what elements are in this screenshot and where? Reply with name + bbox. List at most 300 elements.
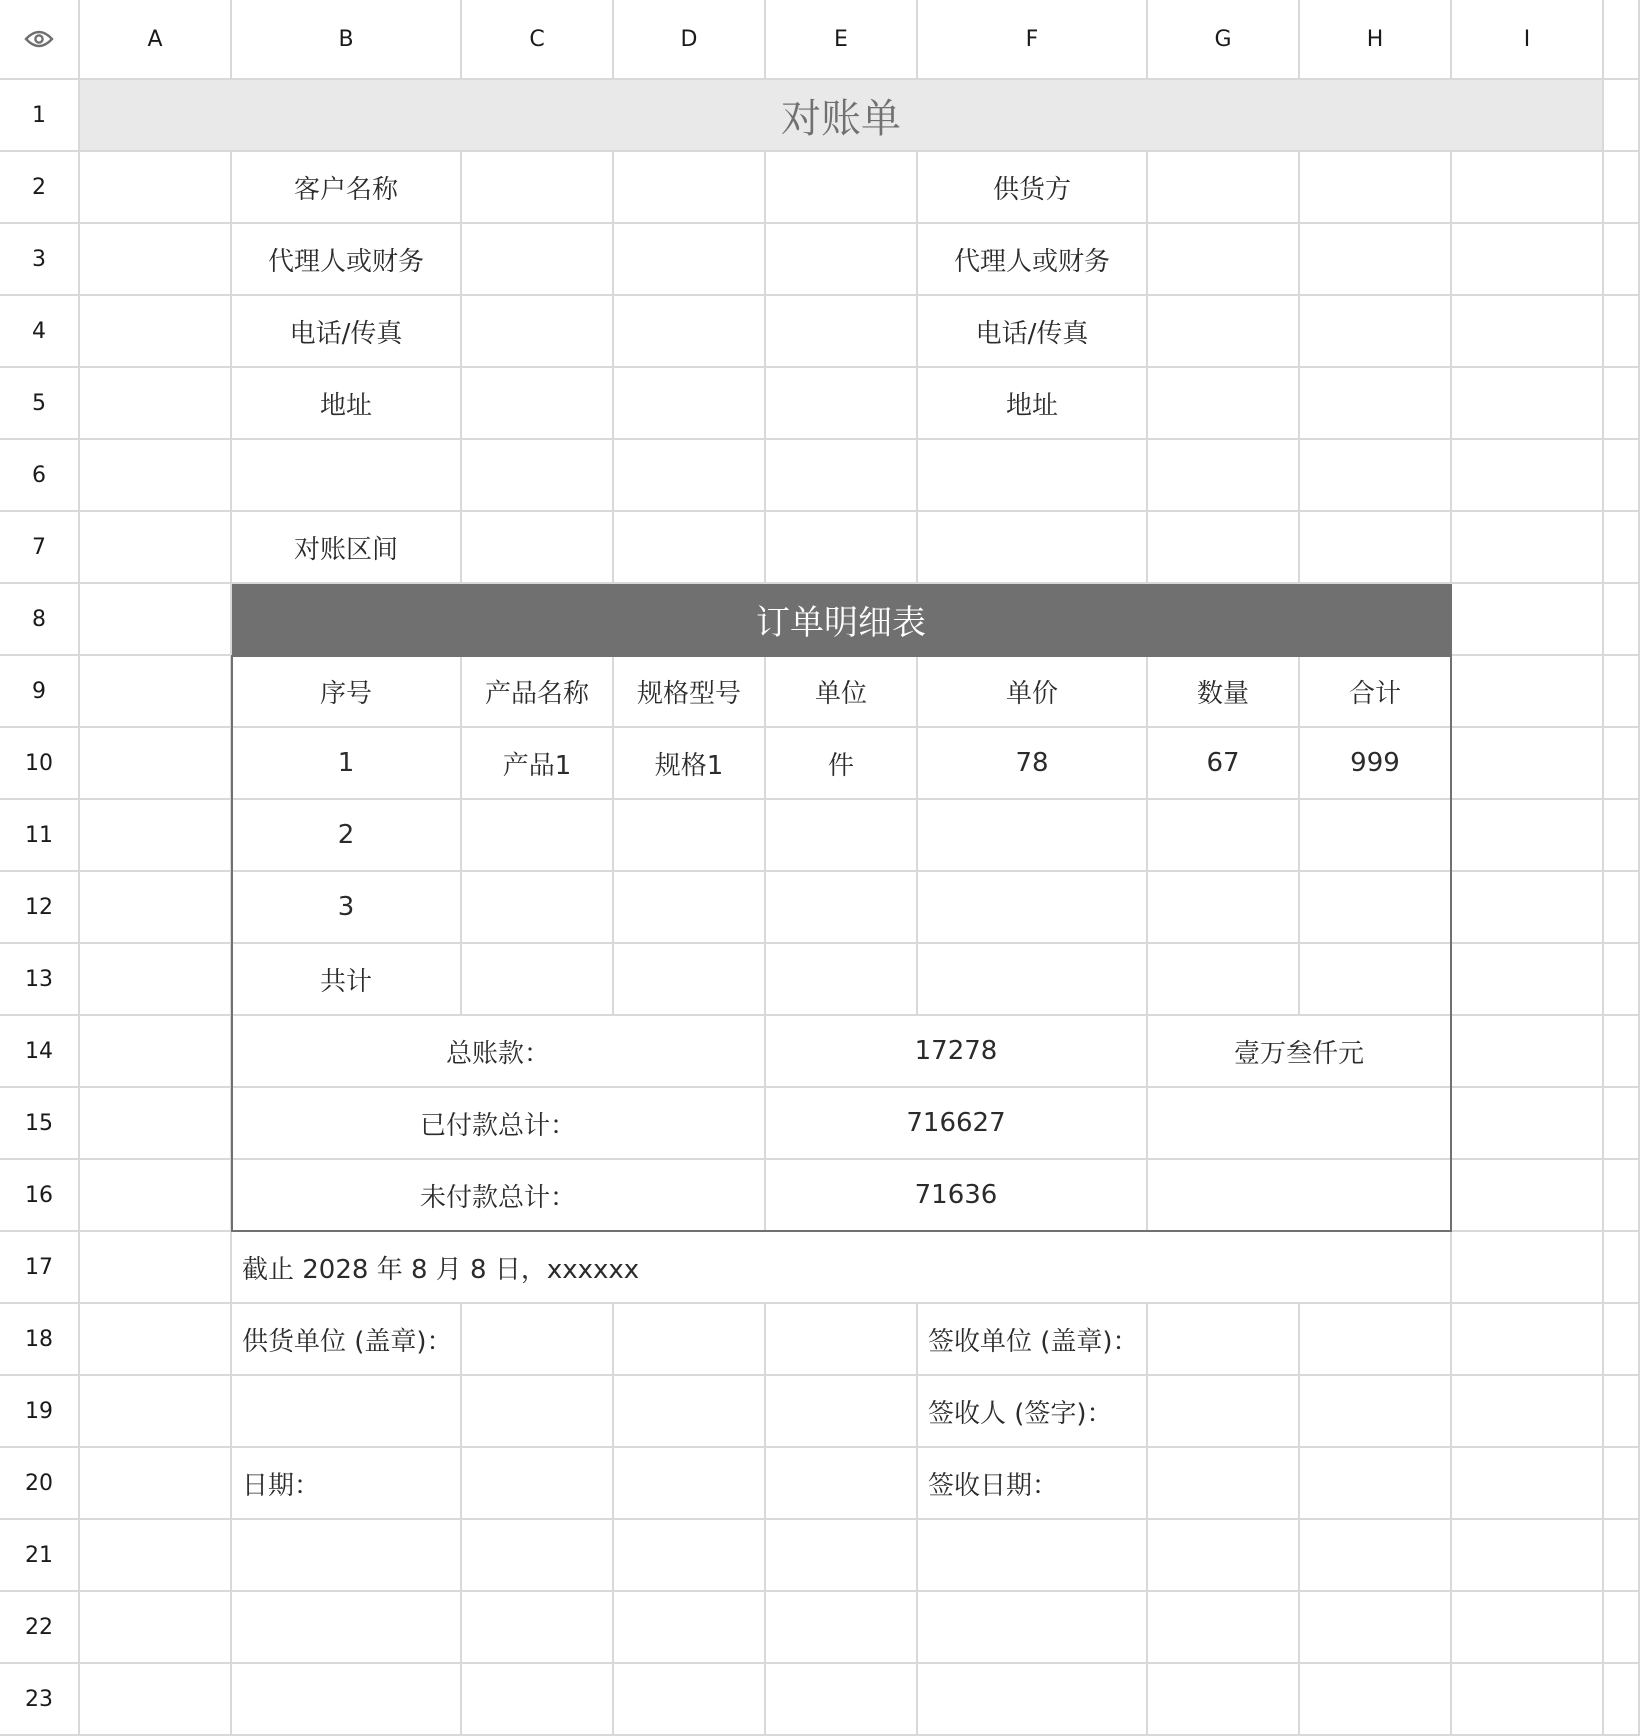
row-header-23[interactable] [0,1664,80,1736]
cell[interactable] [614,1304,766,1376]
cell[interactable] [80,584,232,656]
cell[interactable] [1452,1520,1604,1592]
cell[interactable] [80,1376,232,1448]
cell[interactable] [80,1520,232,1592]
cell[interactable] [80,1160,232,1232]
unpaid-label-text: 未付款总计： [419,1182,576,1213]
supplier-phone-label-text: 电话/传真 [975,318,1089,349]
cell[interactable] [1148,1664,1300,1736]
cell[interactable] [1604,224,1640,296]
total-value-text: 17278 [914,1036,998,1066]
cell[interactable] [1604,1304,1640,1376]
order-header-cell[interactable] [766,656,918,728]
order-cell-text: 67 [1206,748,1240,778]
cell[interactable] [1604,296,1640,368]
cell[interactable] [462,296,614,368]
supplier-label-text: 供货方 [992,174,1071,205]
cell[interactable] [1604,512,1640,584]
cell[interactable] [766,512,918,584]
order-cell[interactable] [766,800,918,872]
cell[interactable] [1148,1376,1300,1448]
order-cell[interactable] [1148,728,1300,800]
cell[interactable] [1300,1520,1452,1592]
sheet-title-text: 对账单 [781,95,901,142]
cell[interactable] [614,1520,766,1592]
column-header-c-text: C [529,26,545,52]
row-header-22[interactable] [0,1592,80,1664]
row-header-6[interactable] [0,440,80,512]
cell[interactable] [1148,512,1300,584]
cell[interactable] [462,1520,614,1592]
total-label-text: 总账款： [445,1038,550,1069]
order-header-cell[interactable] [462,656,614,728]
order-cell[interactable] [614,944,766,1016]
unpaid-label[interactable] [232,1160,766,1232]
cell[interactable] [232,1520,462,1592]
cell[interactable] [1452,1160,1604,1232]
unpaid-value[interactable] [766,1160,1148,1232]
column-header-f-text: F [1025,26,1039,52]
cell[interactable] [1300,152,1452,224]
cell[interactable] [232,1592,462,1664]
cell[interactable] [1148,1304,1300,1376]
order-cell[interactable] [614,872,766,944]
column-header-f[interactable] [918,0,1148,80]
order-cell[interactable] [462,944,614,1016]
order-header-cell-text: 单价 [1005,678,1058,709]
row-header-15[interactable] [0,1088,80,1160]
order-cell-text: 2 [337,820,355,850]
cell[interactable] [1148,1592,1300,1664]
cell[interactable] [766,1304,918,1376]
cell[interactable] [80,1088,232,1160]
row-header-23-text: 23 [25,1686,53,1712]
row-header-11-text: 11 [25,822,53,848]
order-cell[interactable] [614,728,766,800]
cell[interactable] [462,152,614,224]
cell[interactable] [614,1592,766,1664]
cell[interactable] [1452,1592,1604,1664]
row-header-7[interactable] [0,512,80,584]
order-cell-text: 78 [1015,748,1049,778]
receive-date-label-text: 签收日期： [928,1470,1059,1501]
order-header-cell-text: 规格型号 [636,678,741,709]
eye-icon[interactable] [24,29,54,49]
order-cell-text: 件 [827,750,854,781]
receiver-sign-label[interactable] [918,1376,1148,1448]
cell[interactable] [1148,296,1300,368]
cell[interactable] [1452,1088,1604,1160]
cell[interactable] [918,440,1148,512]
row-header-9-text: 9 [32,678,46,704]
cell[interactable] [614,368,766,440]
row-header-3[interactable] [0,224,80,296]
receiver-seal-label[interactable] [918,1304,1148,1376]
cell[interactable] [80,440,232,512]
cell[interactable] [462,1304,614,1376]
cell[interactable] [1452,512,1604,584]
order-cell[interactable] [614,800,766,872]
row-header-3-text: 3 [32,246,46,272]
cell[interactable] [232,440,462,512]
customer-address-label[interactable] [232,368,462,440]
order-cell[interactable] [766,872,918,944]
row-header-4[interactable] [0,296,80,368]
column-header-e-text: E [834,26,848,52]
cell[interactable] [1148,1448,1300,1520]
cell[interactable] [918,1664,1148,1736]
cell[interactable] [1148,440,1300,512]
row-header-21-text: 21 [25,1542,53,1568]
cell[interactable] [1300,1592,1452,1664]
total-label[interactable] [232,1016,766,1088]
order-cell[interactable] [232,944,462,1016]
cell[interactable] [1452,368,1604,440]
customer-agent-label-text: 代理人或财务 [267,246,424,277]
cell[interactable] [1604,1232,1640,1304]
cell[interactable] [1604,440,1640,512]
paid-in-words[interactable] [1148,1088,1452,1160]
row-header-2-text: 2 [32,174,46,200]
cell[interactable] [80,152,232,224]
cell[interactable] [1604,656,1640,728]
receiver-sign-label-text: 签收人 (签字)： [928,1398,1113,1429]
order-cell[interactable] [232,872,462,944]
row-header-1-text: 1 [32,102,46,128]
cell[interactable] [1452,296,1604,368]
row-header-13-text: 13 [25,966,53,992]
statement-note[interactable] [232,1232,1452,1304]
cell[interactable] [80,368,232,440]
cell[interactable] [1604,944,1640,1016]
cell[interactable] [80,1016,232,1088]
supplier-label[interactable] [918,152,1148,224]
cell[interactable] [918,1520,1148,1592]
column-header-e[interactable] [766,0,918,80]
supplier-agent-label-text: 代理人或财务 [953,246,1110,277]
cell[interactable] [462,1448,614,1520]
cell[interactable] [1604,1592,1640,1664]
cell[interactable] [614,1448,766,1520]
cell[interactable] [1148,224,1300,296]
cell[interactable] [1148,152,1300,224]
cell[interactable] [1452,584,1604,656]
row-header-5[interactable] [0,368,80,440]
order-header-cell[interactable] [614,656,766,728]
cell[interactable] [1452,224,1604,296]
cell[interactable] [1452,1232,1604,1304]
row-header-14-text: 14 [25,1038,53,1064]
date-label[interactable] [232,1448,462,1520]
cell[interactable] [1604,872,1640,944]
row-header-11[interactable] [0,800,80,872]
order-cell[interactable] [1300,728,1452,800]
total-in-words[interactable] [1148,1016,1452,1088]
row-header-4-text: 4 [32,318,46,344]
supplier-seal-label-text: 供货单位 (盖章)： [242,1326,453,1357]
order-cell[interactable] [1300,800,1452,872]
customer-address-label-text: 地址 [319,390,372,421]
row-header-20-text: 20 [25,1470,53,1496]
order-header-cell-text: 序号 [319,678,372,709]
supplier-seal-label[interactable] [232,1304,462,1376]
order-table-title[interactable] [232,584,1452,656]
paid-label-text: 已付款总计： [419,1110,576,1141]
order-cell-text: 产品1 [502,750,572,781]
sheet-title[interactable] [80,80,1604,152]
row-header-12-text: 12 [25,894,53,920]
order-table-title-text: 订单明细表 [756,602,926,643]
cell[interactable] [80,1664,232,1736]
column-header-b[interactable] [232,0,462,80]
cell[interactable] [462,512,614,584]
cell[interactable] [80,1304,232,1376]
row-header-15-text: 15 [25,1110,53,1136]
order-cell[interactable] [766,944,918,1016]
supplier-address-label[interactable] [918,368,1148,440]
customer-agent-label[interactable] [232,224,462,296]
cell[interactable] [1452,152,1604,224]
column-header-extra[interactable] [1604,0,1640,80]
cell[interactable] [80,872,232,944]
row-header-2[interactable] [0,152,80,224]
cell[interactable] [80,296,232,368]
cell[interactable] [1452,728,1604,800]
period-label-text: 对账区间 [293,534,398,565]
cell[interactable] [1300,1448,1452,1520]
cell[interactable] [1452,1304,1604,1376]
cell[interactable] [766,1448,918,1520]
order-cell-text: 规格1 [654,750,724,781]
cell[interactable] [918,1592,1148,1664]
cell[interactable] [1604,368,1640,440]
cell[interactable] [766,440,918,512]
order-cell[interactable] [766,728,918,800]
customer-name-label[interactable] [232,152,462,224]
order-cell[interactable] [1148,944,1300,1016]
order-cell[interactable] [232,800,462,872]
column-header-b-text: B [338,26,354,52]
cell[interactable] [766,1664,918,1736]
cell[interactable] [766,1520,918,1592]
order-header-cell-text: 产品名称 [484,678,589,709]
supplier-agent-label[interactable] [918,224,1148,296]
row-header-8-text: 8 [32,606,46,632]
cell[interactable] [766,152,918,224]
cell[interactable] [80,1448,232,1520]
unpaid-in-words[interactable] [1148,1160,1452,1232]
customer-name-label-text: 客户名称 [293,174,398,205]
row-header-9[interactable] [0,656,80,728]
column-header-i[interactable] [1452,0,1604,80]
period-label[interactable] [232,512,462,584]
total-value[interactable] [766,1016,1148,1088]
cell[interactable] [462,224,614,296]
column-header-d[interactable] [614,0,766,80]
cell[interactable] [80,1232,232,1304]
cell[interactable] [766,296,918,368]
cell[interactable] [614,1664,766,1736]
cell[interactable] [1452,872,1604,944]
receive-date-label[interactable] [918,1448,1148,1520]
cell[interactable] [1452,440,1604,512]
supplier-phone-label[interactable] [918,296,1148,368]
order-header-cell[interactable] [1148,656,1300,728]
total-in-words-text: 壹万叁仟元 [1233,1038,1364,1069]
row-header-13[interactable] [0,944,80,1016]
order-cell[interactable] [232,728,462,800]
column-header-c[interactable] [462,0,614,80]
cell[interactable] [80,224,232,296]
column-header-g-text: G [1214,26,1232,52]
cell[interactable] [1300,512,1452,584]
cell[interactable] [1300,368,1452,440]
cell[interactable] [1604,1448,1640,1520]
order-header-cell-text: 数量 [1196,678,1249,709]
cell[interactable] [1300,1664,1452,1736]
cell[interactable] [1452,944,1604,1016]
cell[interactable] [614,440,766,512]
row-header-1[interactable] [0,80,80,152]
order-cell[interactable] [1148,800,1300,872]
cell[interactable] [1452,1664,1604,1736]
cell[interactable] [1604,1016,1640,1088]
cell[interactable] [1300,1304,1452,1376]
cell[interactable] [1300,224,1452,296]
cell[interactable] [1452,656,1604,728]
row-header-6-text: 6 [32,462,46,488]
order-cell-text: 1 [337,748,355,778]
order-header-cell-text: 单位 [814,678,867,709]
cell[interactable] [80,728,232,800]
row-header-20[interactable] [0,1448,80,1520]
cell[interactable] [614,512,766,584]
order-header-cell[interactable] [232,656,462,728]
column-header-d-text: D [680,26,698,52]
cell[interactable] [1452,1016,1604,1088]
row-header-19[interactable] [0,1376,80,1448]
cell[interactable] [766,1592,918,1664]
column-header-h-text: H [1366,26,1384,52]
row-header-22-text: 22 [25,1614,53,1640]
cell[interactable] [80,656,232,728]
cell[interactable] [1300,296,1452,368]
cell[interactable] [1604,80,1640,152]
order-header-cell[interactable] [918,656,1148,728]
paid-value[interactable] [766,1088,1148,1160]
cell[interactable] [232,1664,462,1736]
order-cell[interactable] [462,800,614,872]
order-cell[interactable] [1300,872,1452,944]
receiver-seal-label-text: 签收单位 (盖章)： [928,1326,1139,1357]
cell[interactable] [1604,1088,1640,1160]
row-header-18-text: 18 [25,1326,53,1352]
cell[interactable] [614,1376,766,1448]
cell[interactable] [1604,800,1640,872]
cell[interactable] [80,512,232,584]
column-header-h[interactable] [1300,0,1452,80]
cell[interactable] [1148,1520,1300,1592]
order-cell[interactable] [462,728,614,800]
order-cell[interactable] [462,872,614,944]
order-cell-text: 3 [337,892,355,922]
cell[interactable] [1452,1448,1604,1520]
order-cell[interactable] [1148,872,1300,944]
cell[interactable] [462,1664,614,1736]
row-header-10[interactable] [0,728,80,800]
cell[interactable] [1452,800,1604,872]
customer-phone-label[interactable] [232,296,462,368]
order-cell[interactable] [918,944,1148,1016]
cell[interactable] [232,1376,462,1448]
order-cell[interactable] [918,872,1148,944]
cell[interactable] [614,296,766,368]
cell[interactable] [80,944,232,1016]
cell[interactable] [1452,1376,1604,1448]
row-header-12[interactable] [0,872,80,944]
cell[interactable] [1604,1520,1640,1592]
order-cell[interactable] [918,728,1148,800]
supplier-address-label-text: 地址 [1005,390,1058,421]
row-header-18[interactable] [0,1304,80,1376]
row-header-21[interactable] [0,1520,80,1592]
row-header-8[interactable] [0,584,80,656]
cell[interactable] [80,1592,232,1664]
column-header-g[interactable] [1148,0,1300,80]
cell[interactable] [462,368,614,440]
cell[interactable] [462,440,614,512]
order-cell-text: 999 [1350,748,1400,778]
order-header-cell[interactable] [1300,656,1452,728]
cell[interactable] [614,152,766,224]
row-header-17-text: 17 [25,1254,53,1280]
cell[interactable] [1300,1376,1452,1448]
cell[interactable] [1604,584,1640,656]
cell[interactable] [80,800,232,872]
cell[interactable] [918,512,1148,584]
row-header-16[interactable] [0,1160,80,1232]
order-cell-text: 共计 [319,966,372,997]
cell[interactable] [1604,1160,1640,1232]
row-header-10-text: 10 [25,750,53,776]
cell[interactable] [462,1376,614,1448]
row-header-17[interactable] [0,1232,80,1304]
cell[interactable] [462,1592,614,1664]
cell[interactable] [1604,1376,1640,1448]
column-header-i-text: I [1523,26,1531,52]
order-cell[interactable] [1300,944,1452,1016]
cell[interactable] [1604,152,1640,224]
cell[interactable] [766,1376,918,1448]
cell[interactable] [1604,728,1640,800]
date-label-text: 日期： [242,1470,321,1501]
cell[interactable] [1300,440,1452,512]
cell[interactable] [1604,1664,1640,1736]
paid-label[interactable] [232,1088,766,1160]
row-header-14[interactable] [0,1016,80,1088]
column-header-a[interactable] [80,0,232,80]
cell[interactable] [1148,368,1300,440]
order-cell[interactable] [918,800,1148,872]
cell[interactable] [614,224,766,296]
select-all-corner[interactable] [0,0,80,80]
row-header-16-text: 16 [25,1182,53,1208]
statement-note-text: 截止 2028 年 8 月 8 日，xxxxxx [242,1254,640,1285]
unpaid-value-text: 71636 [914,1180,998,1210]
cell[interactable] [766,368,918,440]
cell[interactable] [766,224,918,296]
paid-value-text: 716627 [906,1108,1006,1138]
